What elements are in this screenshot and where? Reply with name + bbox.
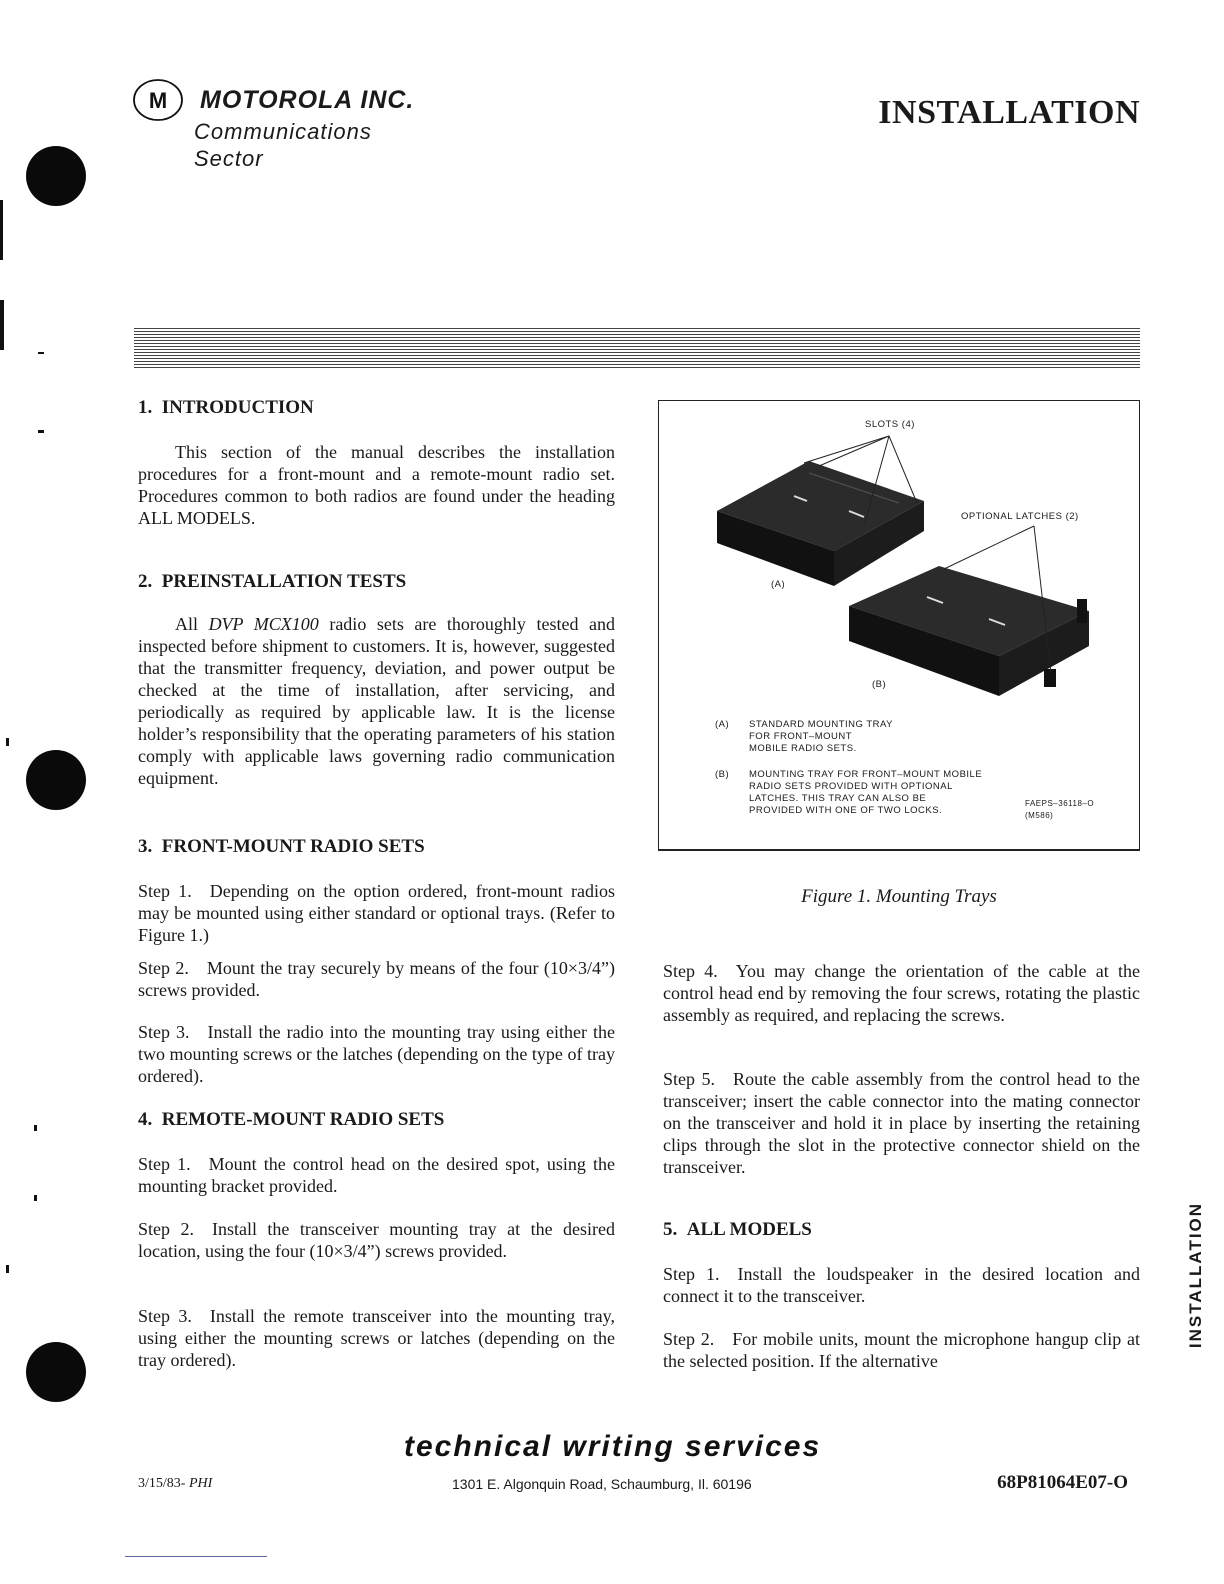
legend-b-line: PROVIDED WITH ONE OF TWO LOCKS. — [749, 805, 943, 816]
legend-b-key: (B) — [715, 769, 730, 780]
section-3-step-2: Step 2. Mount the tray securely by means of the four (10×3/4”) screws provided. — [138, 958, 615, 1000]
section-4-heading: 4. REMOTE-MOUNT RADIO SETS — [138, 1109, 445, 1130]
figure-code-line: (M586) — [1025, 811, 1054, 820]
tray-a-drawing — [717, 461, 924, 586]
legend-a-line: MOBILE RADIO SETS. — [749, 743, 857, 754]
tray-b-drawing — [849, 566, 1089, 696]
section-5-step-1: Step 1. Install the loudspeaker in the desired location and connect it to the transceiver. — [663, 1264, 1140, 1306]
division-line-2: Sector — [194, 146, 264, 171]
scan-edge-mark — [0, 300, 4, 350]
legend-a-line: FOR FRONT–MOUNT — [749, 731, 853, 742]
legend-a-text — [749, 719, 893, 755]
logo-letter: M — [148, 88, 168, 113]
section-1-heading: 1. INTRODUCTION — [138, 397, 314, 418]
legend-b-text — [749, 769, 982, 817]
section-3-step-1: Step 1. Depending on the option ordered, front-mount radios may be mounted using either standard or optional trays. (Refer to Figure 1.) — [138, 881, 615, 945]
section-2-heading: 2. PREINSTALLATION TESTS — [138, 571, 407, 592]
section-3-heading: 3. FRONT-MOUNT RADIO SETS — [138, 836, 425, 857]
footer-date-text: 3/15/83- — [138, 1476, 189, 1491]
figure-1-caption: Figure 1. Mounting Trays — [801, 886, 997, 907]
punch-hole-top — [26, 146, 86, 206]
scan-edge-mark — [6, 1265, 9, 1273]
figure-label-a: (A) — [771, 579, 786, 590]
section-4-step-2: Step 2. Install the transceiver mounting tray at the desired location, using the four (10×3/4”) screws provided. — [138, 1219, 615, 1261]
scan-edge-mark — [34, 1195, 37, 1201]
footer-date — [138, 1476, 212, 1492]
legend-b-line: MOUNTING TRAY FOR FRONT–MOUNT MOBILE — [749, 769, 983, 780]
footer-publisher-logo: technical writing services — [404, 1430, 822, 1463]
company-name: MOTOROLA INC. — [200, 86, 415, 114]
motorola-logo-icon — [132, 78, 184, 122]
company-division — [194, 118, 372, 172]
header-rule-band — [134, 328, 1140, 368]
scan-edge-mark — [38, 352, 44, 354]
section-4-step-1: Step 1. Mount the control head on the desired spot, using the mounting bracket provided. — [138, 1154, 615, 1196]
legend-a-key: (A) — [715, 719, 730, 730]
footer-address: 1301 E. Algonquin Road, Schaumburg, Il. 60196 — [452, 1476, 752, 1492]
figure-label-latches: OPTIONAL LATCHES (2) — [961, 511, 1079, 522]
figure-label-b: (B) — [872, 679, 887, 690]
side-tab-label: INSTALLATION — [1186, 1201, 1205, 1349]
section-2-model-name: DVP MCX100 — [208, 614, 319, 634]
figure-code-line: FAEPS–36118–O — [1025, 799, 1095, 808]
punch-hole-middle — [26, 750, 86, 810]
footer-date-code: PHI — [188, 1476, 213, 1491]
scan-edge-mark — [38, 430, 44, 433]
figure-code — [1025, 798, 1094, 822]
section-3-step-3: Step 3. Install the radio into the mounting tray using either the two mounting screws or the latches (depending on the type of tray ordered). — [138, 1022, 615, 1086]
legend-a-line: STANDARD MOUNTING TRAY — [749, 719, 894, 730]
section-5-step-2: Step 2. For mobile units, mount the microphone hangup clip at the selected position. If the alternative — [663, 1329, 1140, 1371]
section-2-text-pre: All — [175, 614, 209, 634]
figure-label-slots: SLOTS (4) — [865, 419, 915, 430]
section-4-step-4: Step 4. You may change the orientation of the cable at the control head end by removing the four screws, rotating the plastic assembly as required, and replacing the screws. — [663, 961, 1140, 1025]
division-line-1: Communications — [194, 119, 372, 144]
section-2-text-post: radio sets are thoroughly tested and inspected before shipment to customers. It is, however, suggested that the transmitter frequency, deviation, and power output be checked at the time of installation, after servicing, and periodically as required by applicable law. It is the license holder’s responsibility that the operating parameters of his station comply with applicable laws governing radio communication equipment. — [138, 614, 615, 788]
bottom-rule — [125, 1556, 267, 1557]
figure-1-box — [658, 400, 1140, 851]
side-tab — [1176, 1195, 1216, 1355]
section-4-step-3: Step 3. Install the remote transceiver into the mounting tray, using either the mounting screws or latches (depending on the tray ordered). — [138, 1306, 615, 1370]
punch-hole-bottom — [26, 1342, 86, 1402]
scan-edge-mark — [34, 1125, 37, 1131]
scan-edge-mark — [0, 200, 3, 260]
section-5-heading: 5. ALL MODELS — [663, 1219, 812, 1240]
section-1-text: This section of the manual describes the installation procedures for a front-mount and a remote-mount radio set. Procedures common to both radios are found under the heading ALL MODELS. — [138, 442, 615, 528]
footer-part-number: 68P81064E07-O — [997, 1472, 1128, 1493]
section-4-step-5: Step 5. Route the cable assembly from the control head to the transceiver; insert the cable connector into the mating connector on the transceiver and hold it in place by inserting the retaining clips through the slot in the protective connector shield on the transceiver. — [663, 1069, 1140, 1177]
motorola-logo — [132, 78, 184, 122]
scan-edge-mark — [6, 738, 9, 746]
page-title: INSTALLATION — [878, 94, 1140, 131]
section-2-text — [138, 613, 615, 789]
legend-b-line: LATCHES. THIS TRAY CAN ALSO BE — [749, 793, 927, 804]
legend-b-line: RADIO SETS PROVIDED WITH OPTIONAL — [749, 781, 953, 792]
